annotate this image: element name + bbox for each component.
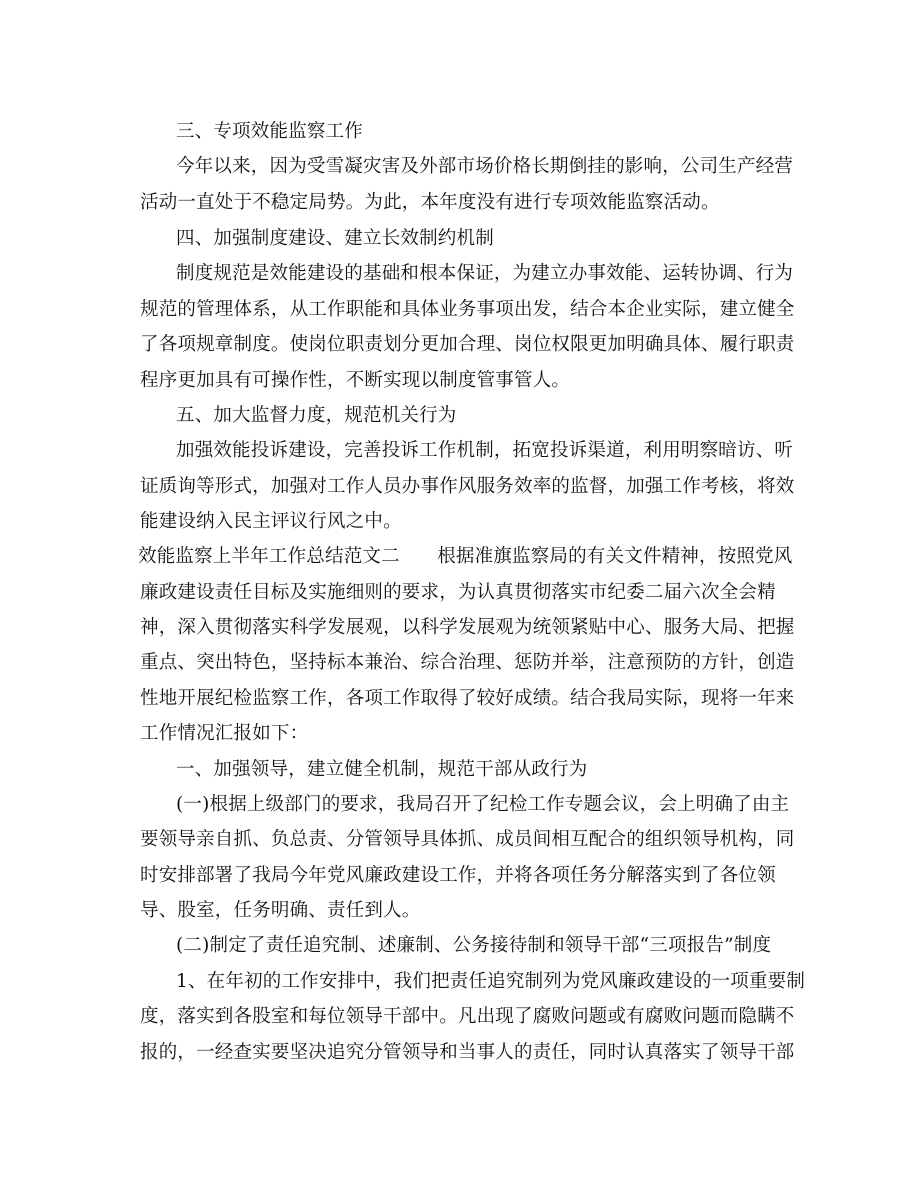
paragraph-line: 工作情况汇报如下： <box>140 723 309 744</box>
paragraph-line: 重点、突出特色，坚持标本兼治、综合治理、惩防并举，注意预防的方针，创造 <box>140 652 795 673</box>
paragraph-line: 加强效能投诉建设，完善投诉工作机制，拓宽投诉渠道，利用明察暗访、听 <box>176 440 794 461</box>
paragraph-line: 1、在年初的工作安排中，我们把责任追究制列为党风廉政建设的一项重要制 <box>176 971 806 992</box>
paragraph-line: 性地开展纪检监察工作，各项工作取得了较好成绩。结合我局实际，现将一年来 <box>140 688 795 709</box>
paragraph-line: 廉政建设责任目标及实施细则的要求，为认真贯彻落实市纪委二届六次全会精 <box>140 582 776 603</box>
paragraph-line: 今年以来，因为受雪凝灾害及外部市场价格长期倒挂的影响，公司生产经营 <box>176 156 794 177</box>
article-title-line: 效能监察上半年工作总结范文二 根据准旗监察局的有关文件精神，按照党风 <box>138 546 793 567</box>
paragraph-line: 了各项规章制度。使岗位职责划分更加合理、岗位权限更加明确具体、履行职责 <box>140 334 795 355</box>
paragraph-line: 规范的管理体系，从工作职能和具体业务事项出发，结合本企业实际，建立健全 <box>140 299 795 320</box>
paragraph-line: 制度规范是效能建设的基础和根本保证，为建立办事效能、运转协调、行为 <box>176 263 794 284</box>
subsection-heading: (二)制定了责任追究制、述廉制、公务接待制和领导干部“三项报告”制度 <box>176 935 772 956</box>
paragraph-line: 度，落实到各股室和每位领导干部中。凡出现了腐败问题或有腐败问题而隐瞒不 <box>140 1006 795 1027</box>
paragraph-line: 神，深入贯彻落实科学发展观，以科学发展观为统领紧贴中心、服务大局、把握 <box>140 617 795 638</box>
paragraph-line: 要领导亲自抓、负总责、分管领导具体抓、成员间相互配合的组织领导机构，同 <box>140 829 795 850</box>
paragraph-line: 证质询等形式，加强对工作人员办事作风服务效率的监督，加强工作考核，将效 <box>140 476 795 497</box>
paragraph-line: 活动一直处于不稳定局势。为此，本年度没有进行专项效能监察活动。 <box>140 192 720 213</box>
paragraph-line: 程序更加具有可操作性，不断实现以制度管事管人。 <box>140 370 571 391</box>
paragraph-line: 导、股室，任务明确、责任到人。 <box>140 900 421 921</box>
paragraph-line: 能建设纳入民主评议行风之中。 <box>140 511 402 532</box>
section-heading-4: 四、加强制度建设、建立长效制约机制 <box>176 228 494 249</box>
section-heading-1: 一、加强领导，建立健全机制，规范干部从政行为 <box>176 759 588 780</box>
paragraph-line: 时安排部署了我局今年党风廉政建设工作，并将各项任务分解落实到了各位领 <box>140 865 776 886</box>
paragraph-line: 报的，一经查实要坚决追究分管领导和当事人的责任，同时认真落实了领导干部 <box>140 1042 795 1063</box>
section-heading-5: 五、加大监督力度，规范机关行为 <box>176 405 457 426</box>
section-heading-3: 三、专项效能监察工作 <box>176 121 364 142</box>
paragraph-line: (一)根据上级部门的要求，我局召开了纪检工作专题会议，会上明确了由主 <box>176 794 790 815</box>
